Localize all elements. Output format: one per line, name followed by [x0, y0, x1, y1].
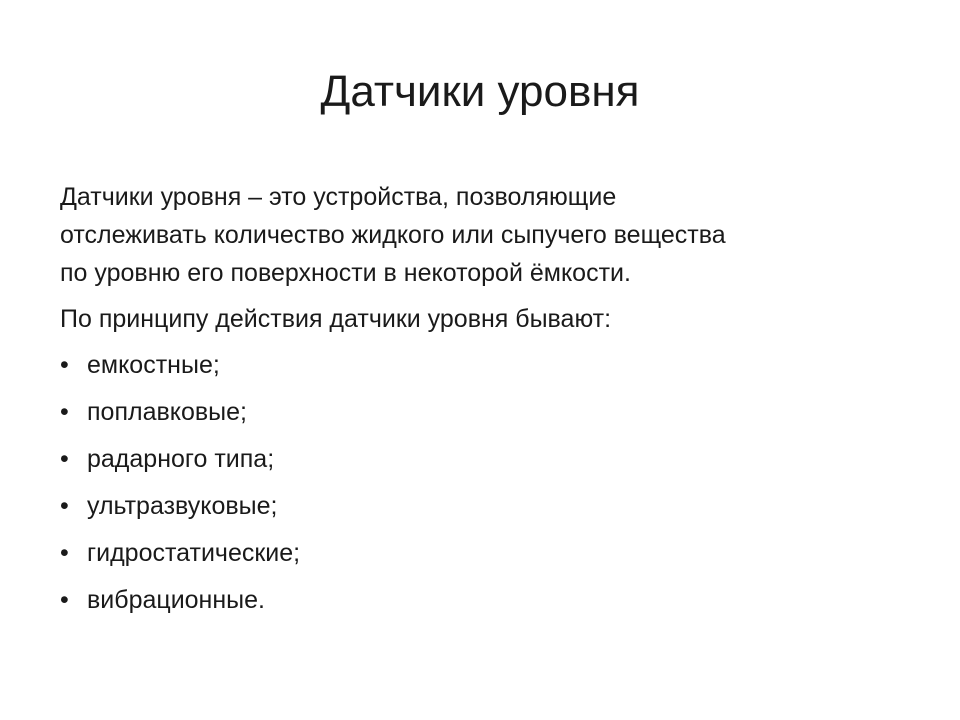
- slide-title: Датчики уровня: [320, 67, 640, 116]
- bullet-icon: •: [60, 445, 69, 473]
- list-item-label: емкостные;: [87, 351, 220, 379]
- intro-line: по уровню его поверхности в некоторой ёмкости.: [60, 259, 631, 287]
- list-item: [60, 581, 920, 619]
- list-item: [60, 346, 920, 384]
- list-item: [60, 440, 920, 478]
- list-item-label: радарного типа;: [87, 445, 275, 473]
- list-item-label: гидростатические;: [87, 539, 301, 567]
- bullet-icon: •: [60, 586, 69, 614]
- bullet-icon: •: [60, 492, 69, 520]
- sensor-types-list: [60, 346, 920, 619]
- intro-line: отслеживать количество жидкого или сыпучего вещества: [60, 221, 726, 249]
- slide-content: [60, 178, 920, 628]
- bullet-icon: •: [60, 539, 69, 567]
- bullet-icon: •: [60, 351, 69, 379]
- list-item: [60, 393, 920, 431]
- list-item: [60, 534, 920, 572]
- bullet-icon: •: [60, 398, 69, 426]
- types-heading: По принципу действия датчики уровня бывают:: [60, 305, 612, 333]
- list-item-label: вибрационные.: [87, 586, 265, 614]
- list-item: [60, 487, 920, 525]
- intro-paragraph: [60, 178, 920, 292]
- list-item-label: поплавковые;: [87, 398, 247, 426]
- intro-line: Датчики уровня – это устройства, позволяющие: [60, 183, 617, 211]
- list-item-label: ультразвуковые;: [87, 492, 278, 520]
